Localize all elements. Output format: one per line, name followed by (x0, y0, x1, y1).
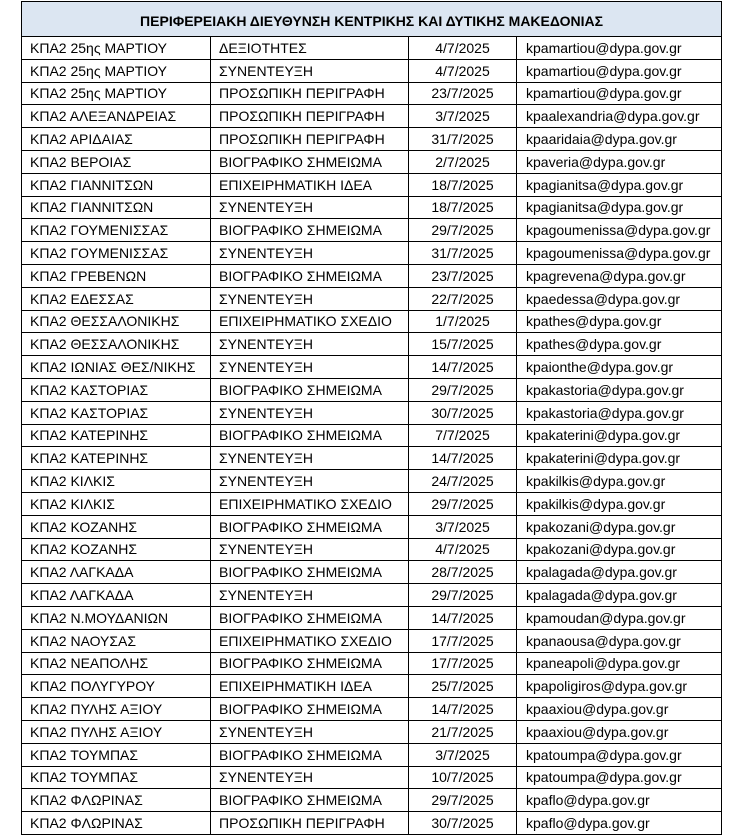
email-cell: kpakilkis@dypa.gov.gr (517, 492, 722, 515)
workshop-cell: ΕΠΙΧΕΙΡΗΜΑΤΙΚΟ ΣΧΕΔΙΟ (211, 629, 409, 652)
email-cell: kpamartiou@dypa.gov.gr (517, 59, 722, 82)
office-cell: ΚΠΑ2 ΚΑΤΕΡΙΝΗΣ (22, 447, 211, 470)
workshop-cell: ΒΙΟΓΡΑΦΙΚΟ ΣΗΜΕΙΩΜΑ (211, 264, 409, 287)
office-cell: ΚΠΑ2 ΓΙΑΝΝΙΤΣΩΝ (22, 173, 211, 196)
email-cell: kpakaterini@dypa.gov.gr (517, 424, 722, 447)
table-row (22, 401, 722, 424)
email-cell: kpakaterini@dypa.gov.gr (517, 447, 722, 470)
office-cell: ΚΠΑ2 ΘΕΣΣΑΛΟΝΙΚΗΣ (22, 310, 211, 333)
workshop-cell: ΒΙΟΓΡΑΦΙΚΟ ΣΗΜΕΙΩΜΑ (211, 652, 409, 675)
date-cell: 30/7/2025 (409, 812, 517, 835)
email-cell: kpakozani@dypa.gov.gr (517, 515, 722, 538)
date-cell: 29/7/2025 (409, 219, 517, 242)
table-row (22, 492, 722, 515)
office-cell: ΚΠΑ2 ΤΟΥΜΠΑΣ (22, 743, 211, 766)
email-cell: kpagianitsa@dypa.gov.gr (517, 196, 722, 219)
table-body (22, 37, 722, 835)
table-row (22, 675, 722, 698)
date-cell: 28/7/2025 (409, 561, 517, 584)
email-cell: kpaflo@dypa.gov.gr (517, 812, 722, 835)
email-cell: kpagianitsa@dypa.gov.gr (517, 173, 722, 196)
workshop-cell: ΒΙΟΓΡΑΦΙΚΟ ΣΗΜΕΙΩΜΑ (211, 789, 409, 812)
table-row (22, 720, 722, 743)
office-cell: ΚΠΑ2 ΠΥΛΗΣ ΑΞΙΟΥ (22, 720, 211, 743)
workshop-cell: ΠΡΟΣΩΠΙΚΗ ΠΕΡΙΓΡΑΦΗ (211, 128, 409, 151)
office-cell: ΚΠΑ2 ΠΟΛΥΓΥΡΟΥ (22, 675, 211, 698)
table-row (22, 652, 722, 675)
table-row (22, 264, 722, 287)
email-cell: kpaflo@dypa.gov.gr (517, 789, 722, 812)
office-cell: ΚΠΑ2 ΦΛΩΡΙΝΑΣ (22, 789, 211, 812)
date-cell: 29/7/2025 (409, 789, 517, 812)
table-row (22, 698, 722, 721)
workshop-cell: ΠΡΟΣΩΠΙΚΗ ΠΕΡΙΓΡΑΦΗ (211, 82, 409, 105)
table-row (22, 173, 722, 196)
table-row (22, 584, 722, 607)
email-cell: kpapoligiros@dypa.gov.gr (517, 675, 722, 698)
workshop-cell: ΒΙΟΓΡΑΦΙΚΟ ΣΗΜΕΙΩΜΑ (211, 606, 409, 629)
workshop-cell: ΒΙΟΓΡΑΦΙΚΟ ΣΗΜΕΙΩΜΑ (211, 698, 409, 721)
email-cell: kpaedessa@dypa.gov.gr (517, 287, 722, 310)
office-cell: ΚΠΑ2 ΚΑΣΤΟΡΙΑΣ (22, 378, 211, 401)
email-cell: kpakastoria@dypa.gov.gr (517, 378, 722, 401)
office-cell: ΚΠΑ2 ΝΕΑΠΟΛΗΣ (22, 652, 211, 675)
table-row (22, 606, 722, 629)
date-cell: 29/7/2025 (409, 584, 517, 607)
title-row (22, 2, 722, 37)
email-cell: kpathes@dypa.gov.gr (517, 310, 722, 333)
workshop-cell: ΒΙΟΓΡΑΦΙΚΟ ΣΗΜΕΙΩΜΑ (211, 150, 409, 173)
table-row (22, 356, 722, 379)
date-cell: 23/7/2025 (409, 264, 517, 287)
email-cell: kpaaxiou@dypa.gov.gr (517, 720, 722, 743)
date-cell: 1/7/2025 (409, 310, 517, 333)
table-row (22, 333, 722, 356)
email-cell: kpagoumenissa@dypa.gov.gr (517, 219, 722, 242)
email-cell: kpatoumpa@dypa.gov.gr (517, 766, 722, 789)
office-cell: ΚΠΑ2 ΚΑΤΕΡΙΝΗΣ (22, 424, 211, 447)
office-cell: ΚΠΑ2 25ης ΜΑΡΤΙΟΥ (22, 37, 211, 60)
office-cell: ΚΠΑ2 ΝΑΟΥΣΑΣ (22, 629, 211, 652)
office-cell: ΚΠΑ2 ΚΟΖΑΝΗΣ (22, 538, 211, 561)
date-cell: 4/7/2025 (409, 538, 517, 561)
office-cell: ΚΠΑ2 ΚΑΣΤΟΡΙΑΣ (22, 401, 211, 424)
workshop-cell: ΒΙΟΓΡΑΦΙΚΟ ΣΗΜΕΙΩΜΑ (211, 515, 409, 538)
table-row (22, 105, 722, 128)
office-cell: ΚΠΑ2 ΚΙΛΚΙΣ (22, 492, 211, 515)
email-cell: kpagoumenissa@dypa.gov.gr (517, 242, 722, 265)
date-cell: 24/7/2025 (409, 470, 517, 493)
workshop-cell: ΒΙΟΓΡΑΦΙΚΟ ΣΗΜΕΙΩΜΑ (211, 743, 409, 766)
table-row (22, 743, 722, 766)
workshop-cell: ΣΥΝΕΝΤΕΥΞΗ (211, 584, 409, 607)
date-cell: 29/7/2025 (409, 492, 517, 515)
workshop-cell: ΒΙΟΓΡΑΦΙΚΟ ΣΗΜΕΙΩΜΑ (211, 219, 409, 242)
date-cell: 22/7/2025 (409, 287, 517, 310)
office-cell: ΚΠΑ2 ΒΕΡΟΙΑΣ (22, 150, 211, 173)
date-cell: 17/7/2025 (409, 652, 517, 675)
email-cell: kpaalexandria@dypa.gov.gr (517, 105, 722, 128)
workshop-cell: ΣΥΝΕΝΤΕΥΞΗ (211, 333, 409, 356)
schedule-table (21, 1, 722, 835)
table-row (22, 378, 722, 401)
office-cell: ΚΠΑ2 ΘΕΣΣΑΛΟΝΙΚΗΣ (22, 333, 211, 356)
date-cell: 14/7/2025 (409, 698, 517, 721)
office-cell: ΚΠΑ2 ΓΡΕΒΕΝΩΝ (22, 264, 211, 287)
table-row (22, 37, 722, 60)
email-cell: kpaionthe@dypa.gov.gr (517, 356, 722, 379)
workshop-cell: ΣΥΝΕΝΤΕΥΞΗ (211, 720, 409, 743)
date-cell: 4/7/2025 (409, 59, 517, 82)
table-row (22, 59, 722, 82)
email-cell: kpatoumpa@dypa.gov.gr (517, 743, 722, 766)
office-cell: ΚΠΑ2 ΓΟΥΜΕΝΙΣΣΑΣ (22, 219, 211, 242)
workshop-cell: ΕΠΙΧΕΙΡΗΜΑΤΙΚΟ ΣΧΕΔΙΟ (211, 492, 409, 515)
email-cell: kpakastoria@dypa.gov.gr (517, 401, 722, 424)
table-row (22, 150, 722, 173)
date-cell: 14/7/2025 (409, 356, 517, 379)
table-row (22, 515, 722, 538)
date-cell: 31/7/2025 (409, 128, 517, 151)
office-cell: ΚΠΑ2 ΓΟΥΜΕΝΙΣΣΑΣ (22, 242, 211, 265)
date-cell: 31/7/2025 (409, 242, 517, 265)
email-cell: kpalagada@dypa.gov.gr (517, 561, 722, 584)
office-cell: ΚΠΑ2 ΠΥΛΗΣ ΑΞΙΟΥ (22, 698, 211, 721)
date-cell: 4/7/2025 (409, 37, 517, 60)
office-cell: ΚΠΑ2 ΙΩΝΙΑΣ ΘΕΣ/ΝΙΚΗΣ (22, 356, 211, 379)
table-row (22, 424, 722, 447)
date-cell: 14/7/2025 (409, 447, 517, 470)
date-cell: 2/7/2025 (409, 150, 517, 173)
email-cell: kpalagada@dypa.gov.gr (517, 584, 722, 607)
email-cell: kpagrevena@dypa.gov.gr (517, 264, 722, 287)
table-row (22, 812, 722, 835)
office-cell: ΚΠΑ2 ΦΛΩΡΙΝΑΣ (22, 812, 211, 835)
email-cell: kpamartiou@dypa.gov.gr (517, 37, 722, 60)
date-cell: 3/7/2025 (409, 105, 517, 128)
table-row (22, 128, 722, 151)
date-cell: 25/7/2025 (409, 675, 517, 698)
office-cell: ΚΠΑ2 ΓΙΑΝΝΙΤΣΩΝ (22, 196, 211, 219)
table-row (22, 196, 722, 219)
date-cell: 3/7/2025 (409, 515, 517, 538)
workshop-cell: ΕΠΙΧΕΙΡΗΜΑΤΙΚΟ ΣΧΕΔΙΟ (211, 310, 409, 333)
table-row (22, 219, 722, 242)
workshop-cell: ΣΥΝΕΝΤΕΥΞΗ (211, 401, 409, 424)
workshop-cell: ΔΕΞΙΟΤΗΤΕΣ (211, 37, 409, 60)
office-cell: ΚΠΑ2 ΑΛΕΞΑΝΔΡΕΙΑΣ (22, 105, 211, 128)
table-row (22, 287, 722, 310)
date-cell: 29/7/2025 (409, 378, 517, 401)
office-cell: ΚΠΑ2 ΑΡΙΔΑΙΑΣ (22, 128, 211, 151)
table-row (22, 561, 722, 584)
office-cell: ΚΠΑ2 ΛΑΓΚΑΔΑ (22, 561, 211, 584)
workshop-cell: ΒΙΟΓΡΑΦΙΚΟ ΣΗΜΕΙΩΜΑ (211, 378, 409, 401)
table-row (22, 789, 722, 812)
workshop-cell: ΕΠΙΧΕΙΡΗΜΑΤΙΚΗ ΙΔΕΑ (211, 675, 409, 698)
date-cell: 18/7/2025 (409, 173, 517, 196)
email-cell: kpanaousa@dypa.gov.gr (517, 629, 722, 652)
date-cell: 14/7/2025 (409, 606, 517, 629)
office-cell: ΚΠΑ2 ΕΔΕΣΣΑΣ (22, 287, 211, 310)
workshop-cell: ΣΥΝΕΝΤΕΥΞΗ (211, 356, 409, 379)
workshop-cell: ΣΥΝΕΝΤΕΥΞΗ (211, 766, 409, 789)
office-cell: ΚΠΑ2 ΚΟΖΑΝΗΣ (22, 515, 211, 538)
workshop-cell: ΠΡΟΣΩΠΙΚΗ ΠΕΡΙΓΡΑΦΗ (211, 812, 409, 835)
email-cell: kpamoudan@dypa.gov.gr (517, 606, 722, 629)
email-cell: kpathes@dypa.gov.gr (517, 333, 722, 356)
workshop-cell: ΒΙΟΓΡΑΦΙΚΟ ΣΗΜΕΙΩΜΑ (211, 424, 409, 447)
date-cell: 10/7/2025 (409, 766, 517, 789)
table-row (22, 629, 722, 652)
workshop-cell: ΣΥΝΕΝΤΕΥΞΗ (211, 196, 409, 219)
workshop-cell: ΣΥΝΕΝΤΕΥΞΗ (211, 59, 409, 82)
date-cell: 18/7/2025 (409, 196, 517, 219)
email-cell: kpakozani@dypa.gov.gr (517, 538, 722, 561)
date-cell: 3/7/2025 (409, 743, 517, 766)
email-cell: kpaaxiou@dypa.gov.gr (517, 698, 722, 721)
workshop-cell: ΕΠΙΧΕΙΡΗΜΑΤΙΚΗ ΙΔΕΑ (211, 173, 409, 196)
office-cell: ΚΠΑ2 ΤΟΥΜΠΑΣ (22, 766, 211, 789)
date-cell: 23/7/2025 (409, 82, 517, 105)
table-row (22, 766, 722, 789)
office-cell: ΚΠΑ2 ΛΑΓΚΑΔΑ (22, 584, 211, 607)
workshop-cell: ΣΥΝΕΝΤΕΥΞΗ (211, 538, 409, 561)
email-cell: kpaneapoli@dypa.gov.gr (517, 652, 722, 675)
table-title: ΠΕΡΙΦΕΡΕΙΑΚΗ ΔΙΕΥΘΥΝΣΗ ΚΕΝΤΡΙΚΗΣ ΚΑΙ ΔΥΤΙΚΗΣ ΜΑΚΕΔΟΝΙΑΣ (22, 2, 722, 37)
office-cell: ΚΠΑ2 25ης ΜΑΡΤΙΟΥ (22, 59, 211, 82)
table-row (22, 538, 722, 561)
email-cell: kpamartiou@dypa.gov.gr (517, 82, 722, 105)
workshop-cell: ΒΙΟΓΡΑΦΙΚΟ ΣΗΜΕΙΩΜΑ (211, 561, 409, 584)
table-row (22, 310, 722, 333)
office-cell: ΚΠΑ2 25ης ΜΑΡΤΙΟΥ (22, 82, 211, 105)
date-cell: 15/7/2025 (409, 333, 517, 356)
table-row (22, 447, 722, 470)
date-cell: 7/7/2025 (409, 424, 517, 447)
office-cell: ΚΠΑ2 ΚΙΛΚΙΣ (22, 470, 211, 493)
table-row (22, 242, 722, 265)
office-cell: ΚΠΑ2 Ν.ΜΟΥΔΑΝΙΩΝ (22, 606, 211, 629)
workshop-cell: ΠΡΟΣΩΠΙΚΗ ΠΕΡΙΓΡΑΦΗ (211, 105, 409, 128)
email-cell: kpaveria@dypa.gov.gr (517, 150, 722, 173)
workshop-cell: ΣΥΝΕΝΤΕΥΞΗ (211, 447, 409, 470)
date-cell: 21/7/2025 (409, 720, 517, 743)
workshop-cell: ΣΥΝΕΝΤΕΥΞΗ (211, 242, 409, 265)
email-cell: kpaaridaia@dypa.gov.gr (517, 128, 722, 151)
table-row (22, 82, 722, 105)
date-cell: 17/7/2025 (409, 629, 517, 652)
table-row (22, 470, 722, 493)
workshop-cell: ΣΥΝΕΝΤΕΥΞΗ (211, 287, 409, 310)
email-cell: kpakilkis@dypa.gov.gr (517, 470, 722, 493)
workshop-cell: ΣΥΝΕΝΤΕΥΞΗ (211, 470, 409, 493)
date-cell: 30/7/2025 (409, 401, 517, 424)
